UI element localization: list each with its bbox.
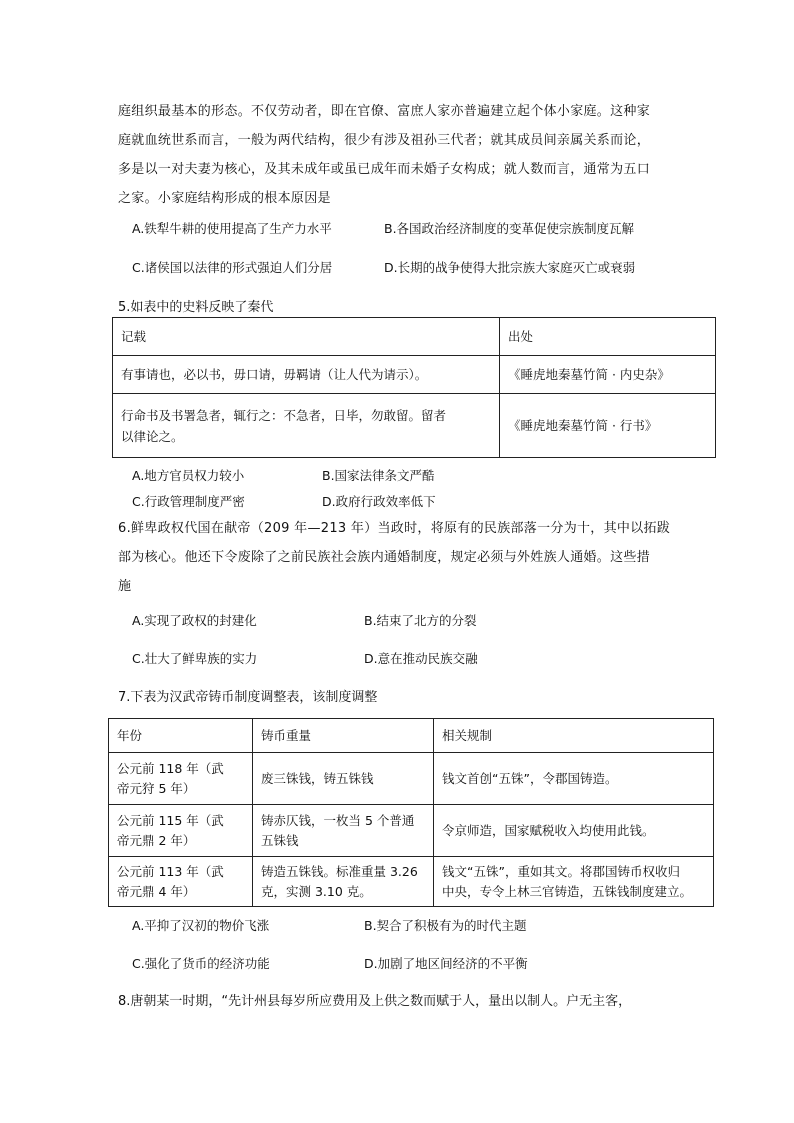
table-cell — [500, 394, 716, 458]
q6-stem — [118, 514, 678, 601]
cell-line: 钱文首创“五铢”，令郡国铸造。 — [442, 770, 618, 786]
cell-line: 五铢钱 — [261, 832, 299, 848]
q6-option-d[interactable]: D.意在推动民族交融 — [364, 651, 478, 666]
q7-option-b[interactable]: B.契合了积极有为的时代主题 — [364, 918, 527, 933]
q6-option-a[interactable]: A.实现了政权的封建化 — [132, 613, 257, 628]
table-header-row — [113, 318, 716, 356]
table-row — [109, 753, 714, 805]
q5-option-a[interactable]: A.地方官员权力较小 — [132, 468, 245, 483]
q4-option-c[interactable]: C.诸侯国以法律的形式强迫人们分居 — [132, 260, 333, 275]
table-row — [109, 805, 714, 857]
q4-option-b[interactable]: B.各国政治经济制度的变革促使宗族制度瓦解 — [384, 221, 635, 236]
table-cell — [113, 356, 500, 394]
q5-option-b[interactable]: B.国家法律条文严酷 — [322, 468, 435, 483]
table-cell — [253, 857, 434, 907]
cell-line: 公元前 118 年（武 — [117, 760, 224, 776]
text-line: 多是以一对夫妻为核心，及其未成年或虽已成年而未婚子女构成；就人数而言，通常为五口 — [118, 162, 651, 177]
cell-line: 铸赤仄钱，一枚当 5 个普通 — [261, 812, 415, 828]
cell-line: 帝元鼎 2 年） — [117, 832, 196, 848]
table-cell — [109, 857, 253, 907]
table-header-cell: 相关规制 — [434, 719, 714, 753]
table-cell — [109, 753, 253, 805]
q7-stem: 7.下表为汉武帝铸币制度调整表，该制度调整 — [118, 690, 378, 705]
table-header-cell: 年份 — [109, 719, 253, 753]
text-line: 6.鲜卑政权代国在献帝（209 年—213 年）当政时，将原有的民族部落一分为十，其中以拓跋 — [118, 521, 671, 536]
text-line: 庭就血统世系而言，一般为两代结构，很少有涉及祖孙三代者；就其成员间亲属关系而论， — [118, 133, 651, 148]
table-cell — [434, 753, 714, 805]
table-row — [113, 394, 716, 458]
table-header-cell: 出处 — [500, 318, 716, 356]
q7-option-a[interactable]: A.平抑了汉初的物价飞涨 — [132, 918, 270, 933]
cell-line: 《睡虎地秦墓竹简 · 内史杂》 — [508, 367, 670, 382]
table-cell — [434, 857, 714, 907]
cell-line: 帝元狩 5 年） — [117, 780, 196, 796]
table-cell — [253, 753, 434, 805]
q6-option-c[interactable]: C.壮大了鲜卑族的实力 — [132, 651, 258, 666]
table-cell — [109, 805, 253, 857]
cell-line: 帝元鼎 4 年） — [117, 883, 196, 899]
cell-line: 钱文“五铢”，重如其文。将郡国铸币权收归 — [442, 863, 680, 879]
text-line: 部为核心。他还下令废除了之前民族社会族内通婚制度，规定必须与外姓族人通婚。这些措 — [118, 550, 651, 565]
text-line: 庭组织最基本的形态。不仅劳动者，即在官僚、富庶人家亦普遍建立起个体小家庭。这种家 — [118, 104, 651, 119]
cell-line: 公元前 115 年（武 — [117, 812, 224, 828]
table-cell — [500, 356, 716, 394]
table-row — [113, 356, 716, 394]
q7-option-c[interactable]: C.强化了货币的经济功能 — [132, 956, 270, 971]
cell-line: 令京师造，国家赋税收入均使用此钱。 — [442, 822, 655, 838]
cell-line: 有事请也，必以书，毋口请，毋羁请（让人代为请示）。 — [121, 367, 428, 382]
cell-line: 《睡虎地秦墓竹简 · 行书》 — [508, 418, 658, 433]
cell-line: 公元前 113 年（武 — [117, 863, 224, 879]
q5-option-d[interactable]: D.政府行政效率低下 — [322, 494, 436, 509]
text-line: 之家。小家庭结构形成的根本原因是 — [118, 191, 331, 206]
table-header-row — [109, 719, 714, 753]
q4-stem — [118, 97, 678, 213]
q8-stem: 8.唐朝某一时期，“先计州县每岁所应费用及上供之数而赋于人，量出以制人。户无主客， — [118, 994, 632, 1009]
table-cell — [434, 805, 714, 857]
table-cell — [113, 394, 500, 458]
cell-line: 废三铢钱，铸五铢钱 — [261, 770, 374, 786]
q5-stem: 5.如表中的史料反映了秦代 — [118, 300, 274, 315]
q7-option-d[interactable]: D.加剧了地区间经济的不平衡 — [364, 956, 528, 971]
q5-option-c[interactable]: C.行政管理制度严密 — [132, 494, 245, 509]
q5-table — [112, 317, 716, 458]
q6-option-b[interactable]: B.结束了北方的分裂 — [364, 613, 477, 628]
table-cell — [253, 805, 434, 857]
q4-option-d[interactable]: D.长期的战争使得大批宗族大家庭灭亡或衰弱 — [384, 260, 636, 275]
cell-line: 中央，专令上林三官铸造，五铢钱制度建立。 — [442, 883, 693, 899]
cell-line: 行命书及书署急者，辄行之：不急者，日毕，勿敢留。留者 — [121, 407, 447, 423]
text-line: 施 — [118, 579, 132, 594]
q4-option-a[interactable]: A.铁犁牛耕的使用提高了生产力水平 — [132, 221, 332, 236]
q7-table — [108, 718, 714, 907]
table-header-cell: 记载 — [113, 318, 500, 356]
cell-line: 以律论之。 — [121, 428, 184, 444]
table-header-cell: 铸币重量 — [253, 719, 434, 753]
cell-line: 克，实测 3.10 克。 — [261, 883, 372, 899]
cell-line: 铸造五铢钱。标准重量 3.26 — [261, 863, 418, 879]
table-row — [109, 857, 714, 907]
